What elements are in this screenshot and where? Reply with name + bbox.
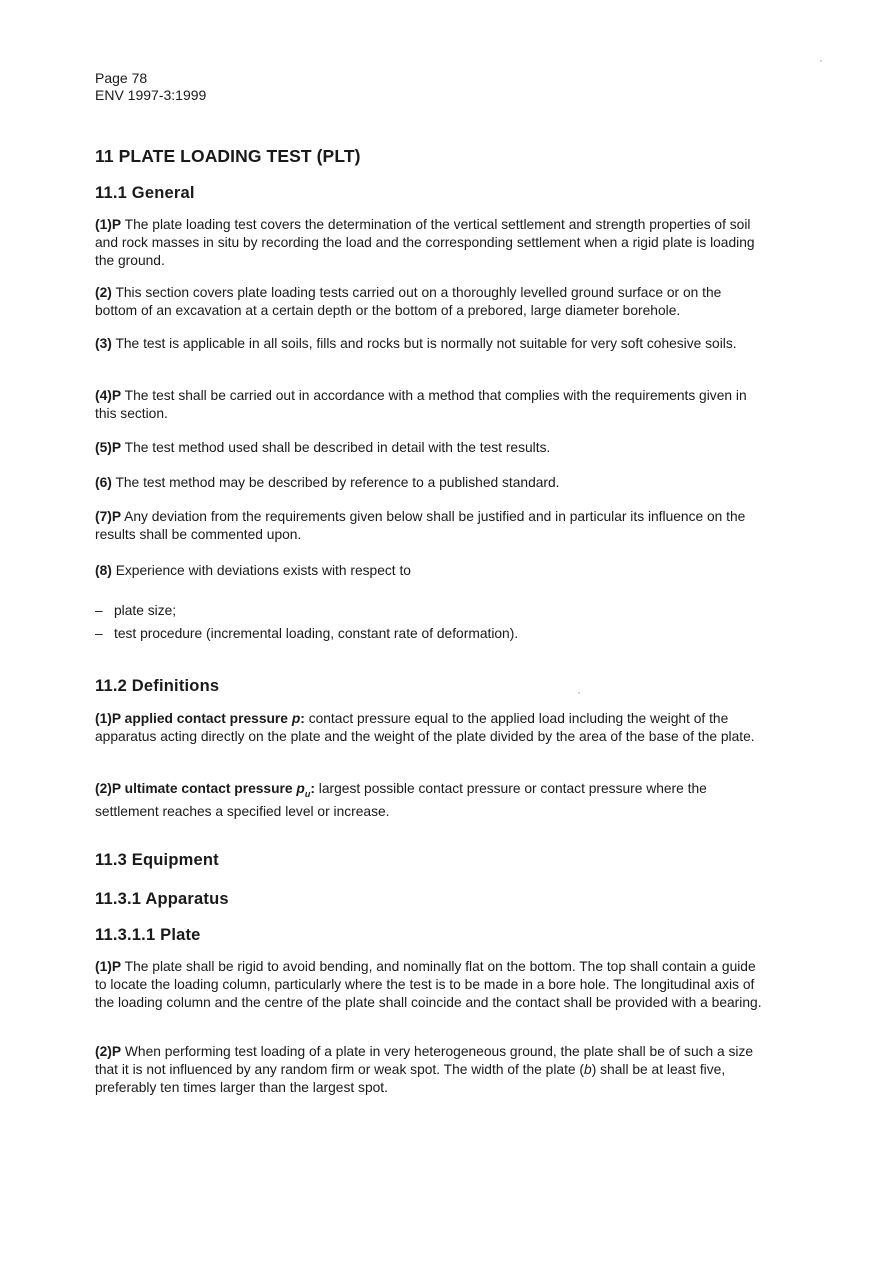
- defined-term: applied contact pressure: [120, 711, 292, 726]
- heading-equipment: 11.3 Equipment: [95, 851, 219, 869]
- heading-plate: 11.3.1.1 Plate: [95, 926, 201, 944]
- bullet-dash: –: [95, 626, 103, 641]
- definition-1: [95, 710, 765, 746]
- heading-apparatus: 11.3.1 Apparatus: [95, 890, 229, 908]
- definition-2: [95, 780, 765, 821]
- para-number: (2)P: [95, 1044, 122, 1059]
- heading-definitions: 11.2 Definitions: [95, 677, 220, 695]
- para-text: The test shall be carried out in accordance with a method that complies with the requirements given in this section.: [95, 388, 747, 421]
- general-para-3: [95, 335, 765, 353]
- standard-id: ENV 1997-3:1999: [95, 87, 207, 103]
- para-text: The plate shall be rigid to avoid bending, and nominally flat on the bottom. The top shall contain a guide to locate the loading column, particularly where the test is to be made in a bore hole. The longitudinal axis of the loading column and the centre of the plate shall coincide and the contact shall be provided with a bearing.: [95, 959, 762, 1010]
- para-number: (2)P: [95, 781, 121, 796]
- para-text: Experience with deviations exists with respect to: [111, 563, 411, 578]
- para-text: The plate loading test covers the determination of the vertical settlement and strength properties of soil and rock masses in situ by recording the load and the corresponding settlement when a rigid plate is loading the ground.: [95, 217, 755, 268]
- plate-para-2: [95, 1043, 765, 1097]
- defined-term: ultimate contact pressure: [120, 781, 297, 796]
- heading-general: 11.1 General: [95, 184, 195, 202]
- list-item: [95, 625, 518, 643]
- para-text: The test method may be described by reference to a published standard.: [111, 475, 560, 490]
- general-para-4: [95, 387, 765, 423]
- general-para-6: [95, 474, 765, 492]
- page-number: Page 78: [95, 70, 148, 86]
- para-text: The test method used shall be described in detail with the test results.: [121, 440, 551, 455]
- general-para-1: [95, 216, 765, 270]
- para-text: ) shall be at least five, preferably ten times larger than the largest spot.: [95, 1062, 726, 1095]
- para-number: (1)P: [95, 217, 122, 232]
- definition-text: largest possible contact pressure or contact pressure where the settlement reaches a specified level or increase.: [95, 781, 707, 819]
- symbol: b: [584, 1062, 592, 1077]
- general-para-5: [95, 439, 765, 457]
- para-number: (5)P: [95, 440, 122, 455]
- symbol: p: [296, 781, 305, 796]
- bullet-dash: –: [95, 603, 103, 618]
- separator: :: [300, 711, 309, 726]
- para-text: The test is applicable in all soils, fills and rocks but is normally not suitable for very soft cohesive soils.: [111, 336, 737, 351]
- para-text: Any deviation from the requirements given below shall be justified and in particular its influence on the results shall be commented upon.: [95, 509, 746, 542]
- separator: :: [310, 781, 319, 796]
- definition-text: contact pressure equal to the applied load including the weight of the apparatus acting directly on the plate and the weight of the plate divided by the area of the base of the plate.: [95, 711, 755, 744]
- general-para-2: [95, 284, 765, 320]
- symbol-subscript: u: [304, 788, 311, 799]
- list-item-text: plate size;: [114, 603, 177, 618]
- scan-speck: [820, 60, 822, 62]
- list-item: [95, 602, 176, 620]
- para-number: (1)P: [95, 959, 122, 974]
- para-number: (7)P: [95, 509, 122, 524]
- section-title: 11 PLATE LOADING TEST (PLT): [95, 146, 361, 166]
- symbol: p: [291, 711, 301, 726]
- para-text: This section covers plate loading tests carried out on a thoroughly levelled ground surface or on the bottom of an excavation at a certain depth or the bottom of a prebored, large diameter borehole.: [95, 285, 722, 318]
- list-item-text: test procedure (incremental loading, constant rate of deformation).: [114, 626, 519, 641]
- scan-speck: [578, 692, 580, 694]
- para-number: (8): [95, 563, 112, 578]
- para-number: (3): [95, 336, 112, 351]
- para-number: (6): [95, 475, 112, 490]
- plate-para-1: [95, 958, 765, 1012]
- para-number: (4)P: [95, 388, 122, 403]
- para-number: (2): [95, 285, 112, 300]
- general-para-7: [95, 508, 765, 544]
- para-number: (1)P: [95, 711, 121, 726]
- para-text: When performing test loading of a plate in very heterogeneous ground, the plate shall be of such a size that it is not influenced by any random firm or weak spot. The width of the plate (: [95, 1044, 754, 1077]
- general-para-8: [95, 562, 765, 580]
